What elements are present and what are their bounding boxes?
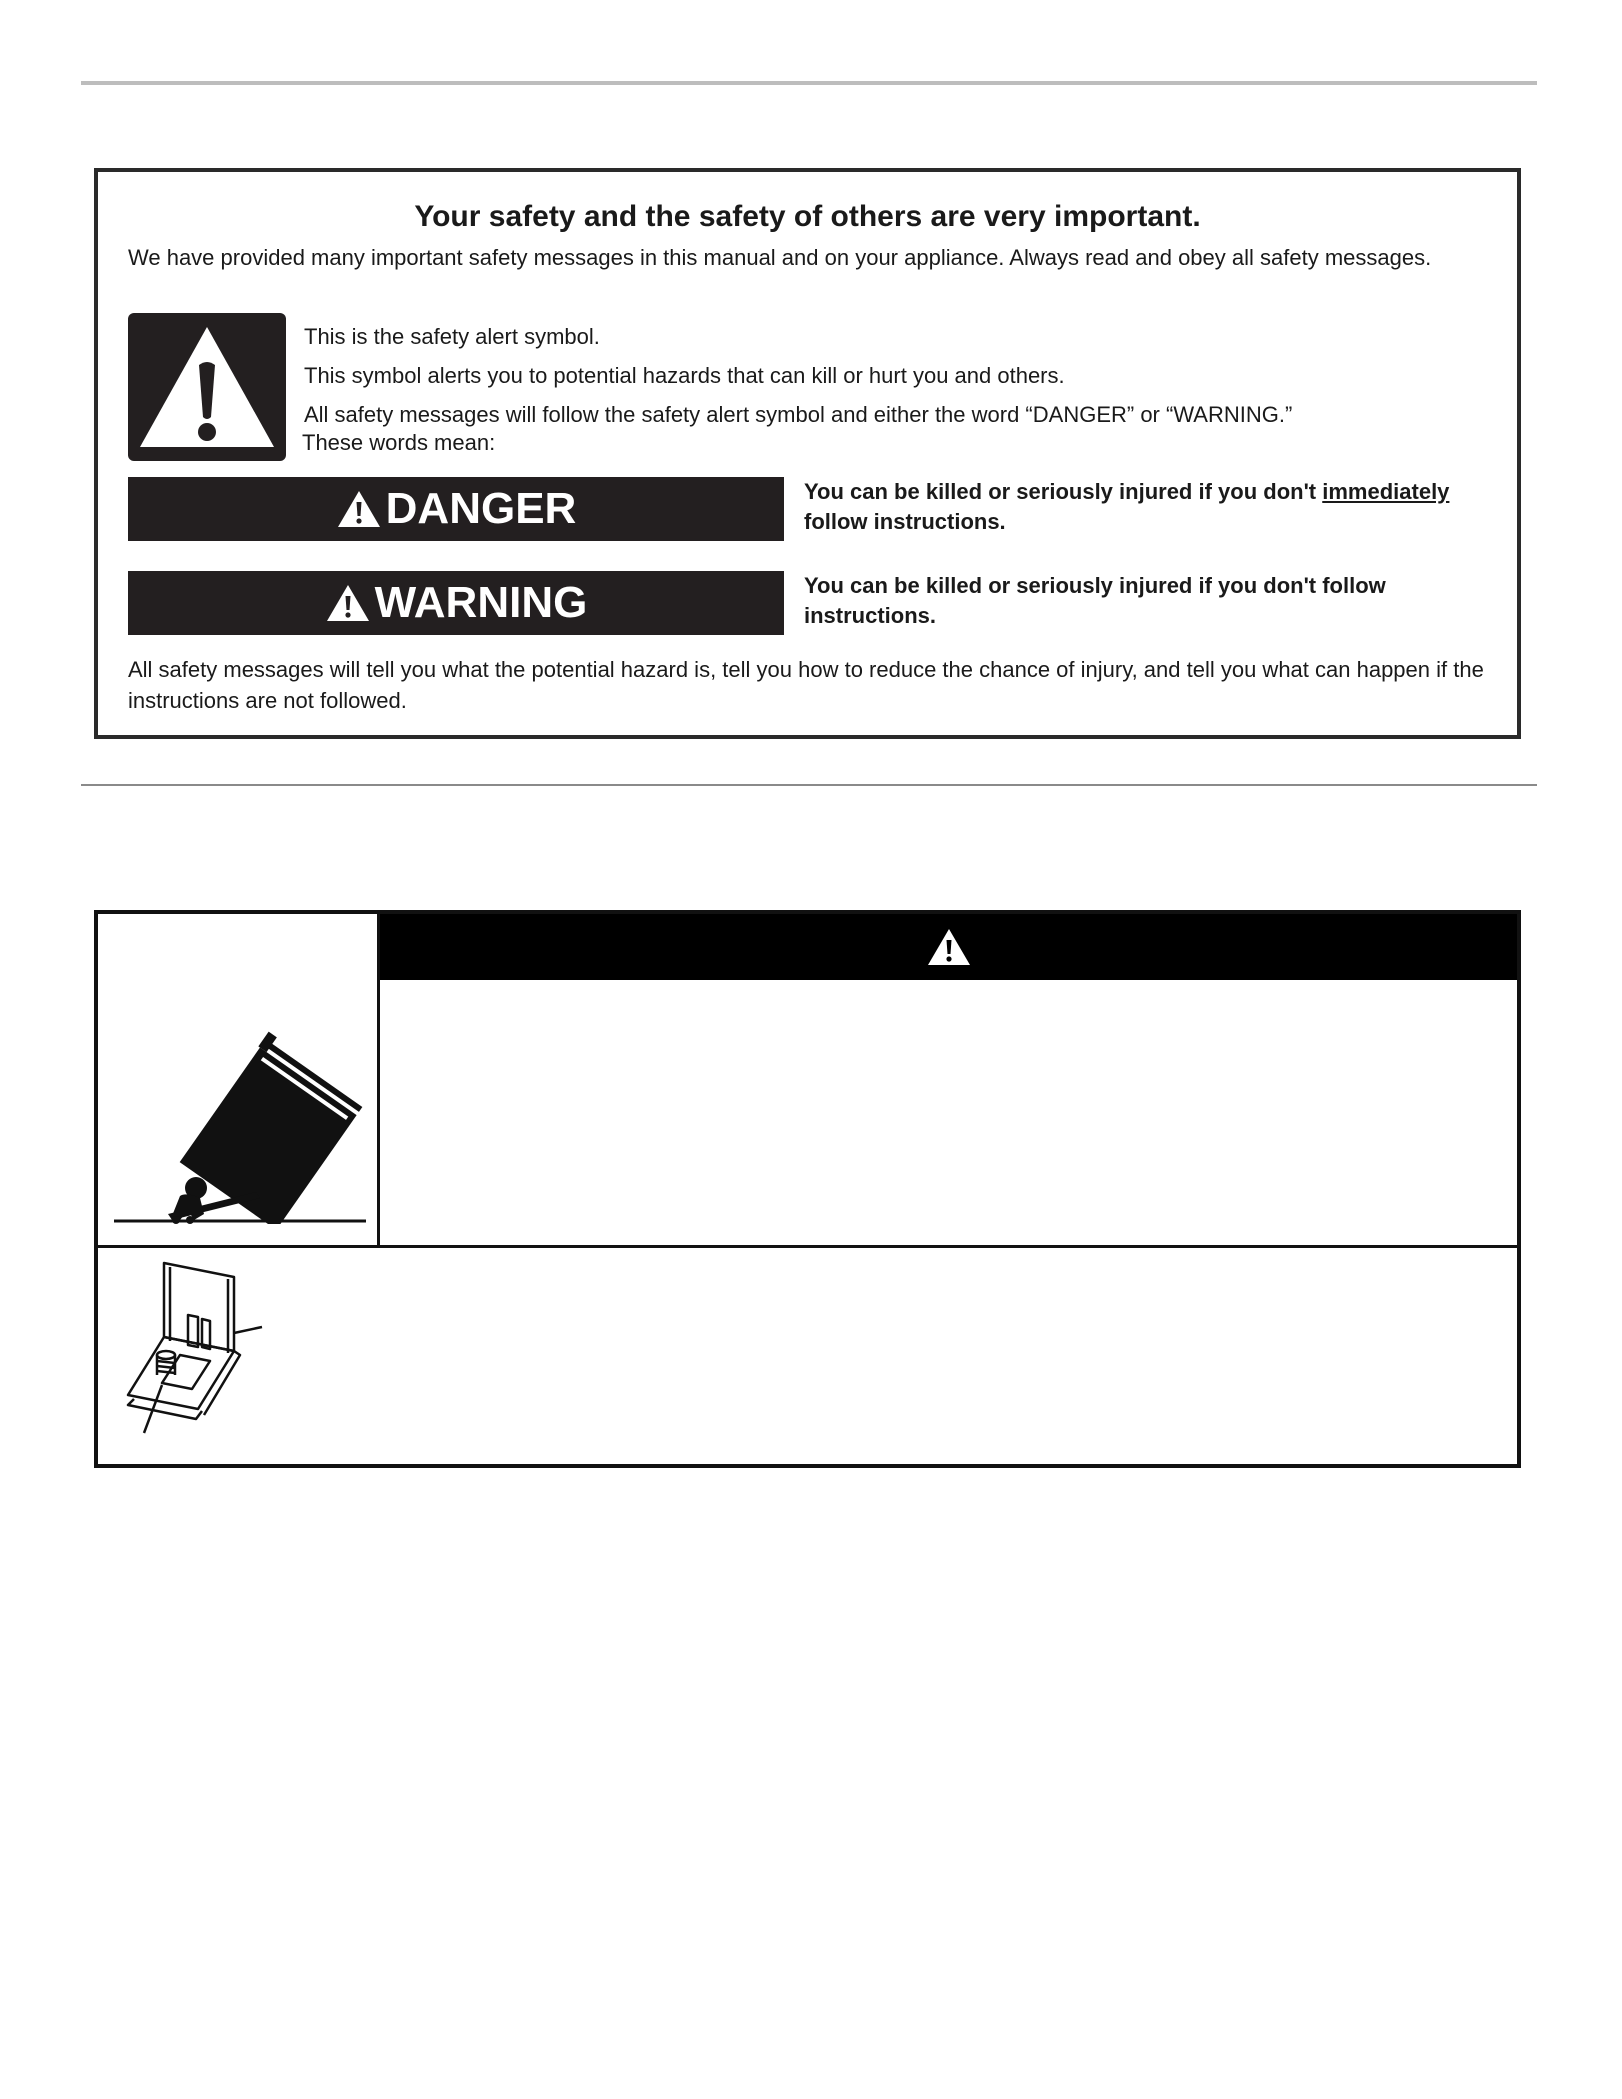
alert-line: This is the safety alert symbol.	[304, 324, 600, 349]
top-rule	[81, 81, 1537, 85]
tip-over-illustration	[108, 984, 368, 1224]
danger-signal-bar	[128, 477, 784, 541]
danger-emphasis: immediately	[1322, 479, 1450, 504]
danger-description	[804, 477, 1504, 537]
danger-text-before: You can be killed or seriously injured if you don't	[804, 479, 1323, 504]
section-rule	[81, 784, 1537, 786]
safety-intro: We have provided many important safety messages in this manual and on your appliance. Always read and obey all safety messages.	[128, 245, 1432, 270]
safety-alert-icon	[128, 313, 286, 461]
safety-info-box	[94, 168, 1521, 739]
warning-triangle-icon	[325, 583, 371, 623]
anti-tip-bracket-illustration	[122, 1255, 312, 1445]
alert-line: These words mean:	[302, 430, 496, 455]
safety-title: Your safety and the safety of others are very important.	[414, 200, 1201, 233]
alert-line: All safety messages will follow the safety alert symbol and either the word “DANGER” or “WARNING.”	[304, 402, 1293, 427]
warning-triangle-icon	[336, 489, 382, 529]
warning-signal-bar	[128, 571, 784, 635]
danger-text-after: follow instructions.	[804, 509, 1006, 534]
safety-outro: All safety messages will tell you what the potential hazard is, tell you how to reduce the chance of injury, and tell you what can happen if the instructions are not followed.	[128, 657, 1484, 713]
box-divider	[98, 1245, 1517, 1248]
tip-over-image-cell	[98, 914, 380, 1245]
tip-over-warning-box	[94, 910, 1521, 1468]
warning-description: You can be killed or seriously injured if you don't follow instructions.	[804, 573, 1386, 628]
alert-line: This symbol alerts you to potential hazards that can kill or hurt you and others.	[304, 363, 1065, 388]
danger-label: DANGER	[385, 484, 577, 533]
warning-header-bar	[380, 914, 1517, 980]
warning-triangle-icon	[926, 927, 972, 967]
warning-label: WARNING	[374, 578, 588, 627]
alert-explanation	[304, 322, 1484, 459]
